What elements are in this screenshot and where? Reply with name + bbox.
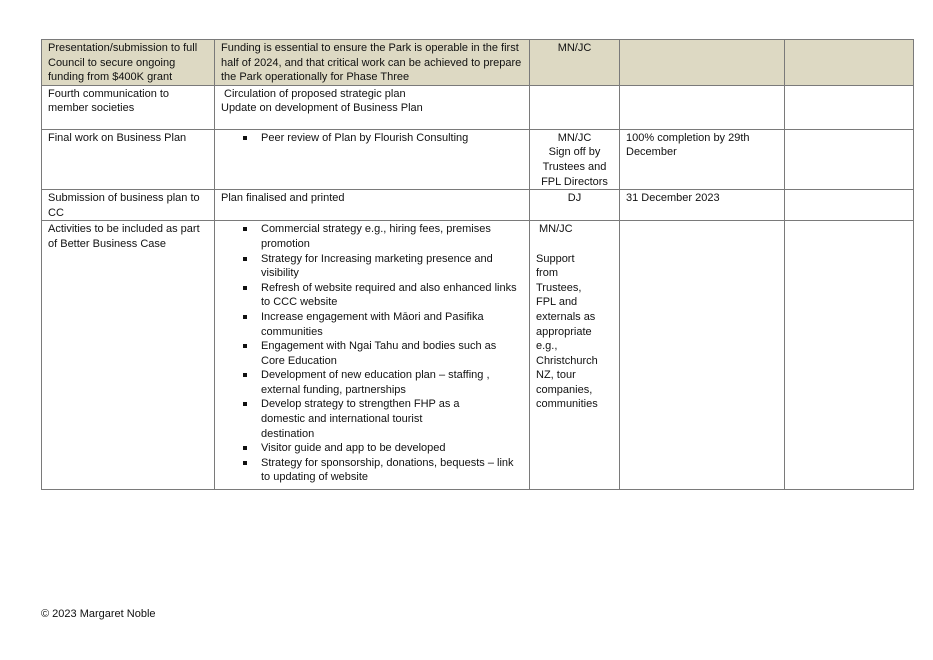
owner-line: companies,	[536, 383, 593, 396]
owner-cell	[530, 40, 620, 86]
detail-cell	[215, 85, 530, 129]
bullet-list	[221, 131, 523, 146]
timeline-cell: 31 December 2023	[620, 190, 785, 221]
list-item: Strategy for sponsorship, donations, bequests – link to updating of website	[261, 456, 523, 485]
list-item: Increase engagement with Māori and Pasifika communities	[261, 310, 523, 339]
detail-cell	[215, 129, 530, 189]
list-item: Peer review of Plan by Flourish Consulting	[261, 131, 523, 146]
detail-cell	[215, 190, 530, 221]
list-item: Develop strategy to strengthen FHP as a domestic and international tourist destination	[261, 397, 523, 441]
owner-cell	[530, 85, 620, 129]
timeline-cell	[620, 85, 785, 129]
status-cell	[785, 221, 914, 490]
status-cell	[785, 190, 914, 221]
table-row	[42, 85, 914, 129]
owner-cell	[530, 129, 620, 189]
detail-cell	[215, 221, 530, 490]
detail-cell	[215, 40, 530, 86]
owner-line: e.g.,	[536, 340, 558, 353]
detail-line: Update on development of Business Plan	[221, 102, 423, 115]
owner-line: Sign off by	[548, 146, 601, 159]
owner-line: appropriate	[536, 325, 592, 338]
list-item: Visitor guide and app to be developed	[261, 441, 523, 456]
activity-cell: Presentation/submission to full Council to secure ongoing funding from $400K grant	[42, 40, 215, 86]
status-cell	[785, 129, 914, 189]
list-item: Refresh of website required and also enhanced links to CCC website	[261, 281, 523, 310]
table-row	[42, 221, 914, 490]
owner-line: MN/JC	[539, 223, 573, 236]
table-row	[42, 40, 914, 86]
owner-line: NZ, tour	[536, 369, 576, 382]
timeline-cell	[620, 40, 785, 86]
owner-line: DJ	[567, 192, 582, 205]
owner-line: FPL and	[536, 296, 578, 309]
business-plan-table	[41, 39, 914, 490]
owner-line: Support	[536, 252, 575, 265]
list-item: Commercial strategy e.g., hiring fees, premises promotion	[261, 222, 523, 251]
owner-line: communities	[536, 398, 598, 411]
timeline-cell	[620, 221, 785, 490]
list-item: Engagement with Ngai Tahu and bodies such as Core Education	[261, 339, 523, 368]
owner-line: MN/JC	[557, 42, 592, 54]
detail-line: Funding is essential to ensure the Park is operable in the first half of 2024, and that critical work can be achieved to prepare the Park operationally for Phase Three	[221, 42, 522, 84]
activity-cell: Activities to be included as part of Better Business Case	[42, 221, 215, 490]
list-item: Development of new education plan – staffing , external funding, partnerships	[261, 368, 523, 397]
owner-line: MN/JC	[557, 131, 592, 144]
owner-cell	[530, 221, 620, 490]
status-cell	[785, 85, 914, 129]
owner-line: from	[536, 267, 558, 280]
owner-line: Trustees,	[536, 281, 582, 294]
activity-cell: Submission of business plan to CC	[42, 190, 215, 221]
table-row	[42, 190, 914, 221]
activity-cell: Final work on Business Plan	[42, 129, 215, 189]
table-row	[42, 129, 914, 189]
owner-line: FPL Directors	[541, 175, 608, 188]
owner-line: Trustees and	[542, 160, 607, 173]
owner-line: Christchurch	[536, 354, 598, 367]
bullet-list	[221, 222, 523, 485]
activity-cell: Fourth communication to member societies	[42, 85, 215, 129]
timeline-cell: 100% completion by 29th December	[620, 129, 785, 189]
detail-line: Circulation of proposed strategic plan	[224, 87, 406, 100]
owner-cell	[530, 190, 620, 221]
status-cell	[785, 40, 914, 86]
owner-line: externals as	[536, 310, 596, 323]
copyright-footer: © 2023 Margaret Noble	[41, 608, 156, 620]
detail-line: Plan finalised and printed	[221, 192, 345, 205]
owner-line	[536, 237, 613, 252]
list-item: Strategy for Increasing marketing presence and visibility	[261, 252, 523, 281]
